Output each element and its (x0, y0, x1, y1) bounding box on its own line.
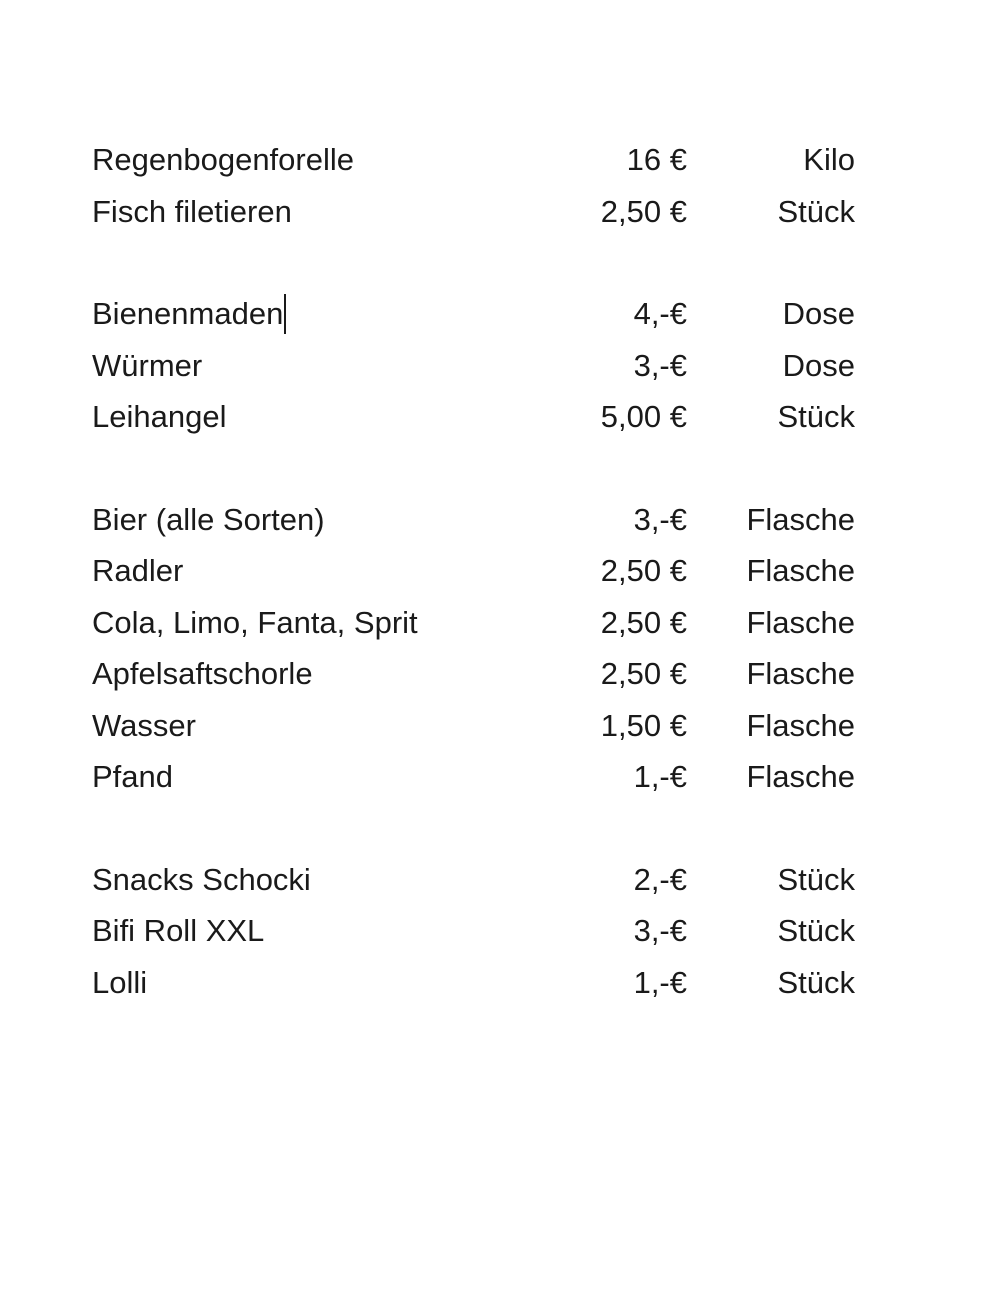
item-unit: Flasche (746, 707, 855, 743)
item-unit: Stück (777, 861, 855, 897)
item-unit: Flasche (746, 553, 855, 588)
item-price: 1,-€ (633, 759, 687, 794)
price-row (92, 597, 872, 649)
item-unit: Stück (777, 964, 855, 1000)
item-price: 5,00 € (600, 399, 687, 434)
item-unit: Stück (777, 913, 855, 948)
item-name: Regenbogenforelle (92, 142, 354, 177)
price-row (92, 751, 872, 803)
price-group-fish (92, 134, 872, 237)
price-row (92, 854, 872, 906)
price-row (92, 545, 872, 597)
item-unit: Flasche (746, 759, 855, 794)
item-price: 16 € (626, 142, 687, 177)
item-price: 3,-€ (633, 501, 687, 537)
price-row (92, 134, 872, 186)
item-name: Lolli (92, 964, 148, 1000)
item-unit: Stück (777, 399, 855, 434)
price-row (92, 648, 872, 700)
item-price: 3,-€ (633, 347, 687, 383)
item-name: Bienenmaden (92, 296, 284, 331)
item-price: 4,-€ (633, 296, 687, 331)
item-name: Wasser (92, 707, 196, 743)
price-row (92, 700, 872, 752)
price-row (92, 186, 872, 238)
item-name-with-caret (92, 288, 522, 340)
item-name: Pfand (92, 759, 174, 794)
item-unit: Dose (782, 296, 855, 331)
item-name: Radler (92, 553, 184, 588)
price-row (92, 340, 872, 392)
item-name: Bier (alle Sorten) (92, 501, 325, 537)
item-unit: Flasche (746, 604, 855, 640)
price-group-snacks (92, 854, 872, 1009)
item-price: 3,-€ (633, 913, 687, 948)
price-row (92, 391, 872, 443)
item-name: Würmer (92, 347, 203, 383)
item-unit: Flasche (746, 656, 855, 691)
price-list (92, 134, 872, 1059)
item-price: 2,50 € (600, 656, 687, 691)
item-name: Fisch filetieren (92, 193, 292, 229)
item-unit: Stück (777, 193, 855, 229)
item-name: Bifi Roll XXL (92, 913, 265, 948)
price-row (92, 494, 872, 546)
item-price: 1,-€ (633, 964, 687, 1000)
price-row (92, 957, 872, 1009)
item-unit: Kilo (803, 142, 855, 177)
item-name: Snacks Schocki (92, 861, 311, 897)
item-price: 2,50 € (600, 604, 687, 640)
item-price: 2,-€ (633, 861, 687, 897)
item-price: 2,50 € (600, 553, 687, 588)
price-group-bait (92, 288, 872, 443)
item-unit: Dose (782, 347, 855, 383)
item-name: Leihangel (92, 399, 227, 434)
item-price: 1,50 € (600, 707, 687, 743)
text-cursor (284, 294, 286, 334)
item-name: Cola, Limo, Fanta, Sprit (92, 604, 418, 640)
item-name: Apfelsaftschorle (92, 656, 313, 691)
price-group-drinks (92, 494, 872, 803)
price-row (92, 905, 872, 957)
item-unit: Flasche (746, 501, 855, 537)
price-row (92, 288, 872, 340)
item-price: 2,50 € (600, 193, 687, 229)
